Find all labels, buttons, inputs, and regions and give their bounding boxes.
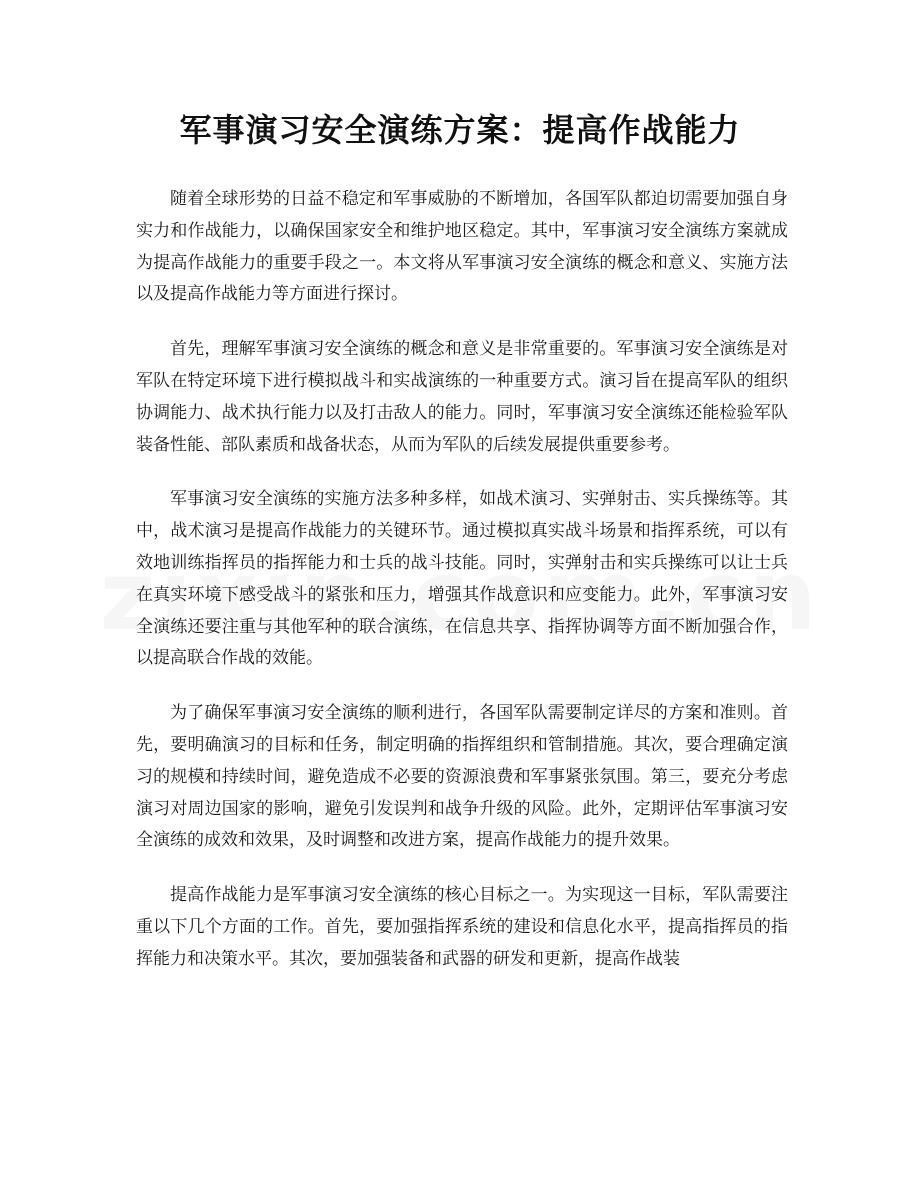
paragraph-concept: 首先，理解军事演习安全演练的概念和意义是非常重要的。军事演习安全演练是对军队在特定环境下进行模拟战斗和实战演练的一种重要方式。演习旨在提高军队的组织协调能力、战术执行能力以及打击敌人的能力。同时，军事演习安全演练还能检验军队装备性能、部队素质和战备状态，从而为军队的后续发展提供重要参考。 bbox=[136, 339, 788, 455]
paragraph-intro: 随着全球形势的日益不稳定和军事威胁的不断增加，各国军队都迫切需要加强自身实力和作战能力，以确保国家安全和维护地区稳定。其中，军事演习安全演练方案就成为提高作战能力的重要手段之一。本文将从军事演习安全演练的概念和意义、实施方法以及提高作战能力等方面进行探讨。 bbox=[136, 189, 788, 305]
paragraph-capability: 提高作战能力是军事演习安全演练的核心目标之一。为实现这一目标，军队需要注重以下几个方面的工作。首先，要加强指挥系统的建设和信息化水平，提高指挥员的指挥能力和决策水平。其次，要加强装备和武器的研发和更新，提高作战装 bbox=[136, 885, 788, 969]
document-body bbox=[136, 184, 788, 999]
paragraph-plan: 为了确保军事演习安全演练的顺利进行，各国军队需要制定详尽的方案和准则。首先，要明确演习的目标和任务，制定明确的指挥组织和管制措施。其次，要合理确定演习的规模和持续时间，避免造成不必要的资源浪费和军事紧张氛围。第三，要充分考虑演习对周边国家的影响，避免引发误判和战争升级的风险。此外，定期评估军事演习安全演练的成效和效果，及时调整和改进方案，提高作战能力的提升效果。 bbox=[136, 703, 788, 851]
document-title: 军事演习安全演练方案：提高作战能力 bbox=[179, 111, 741, 149]
paragraph-methods: 军事演习安全演练的实施方法多种多样，如战术演习、实弹射击、实兵操练等。其中，战术演习是提高作战能力的关键环节。通过模拟真实战斗场景和指挥系统，可以有效地训练指挥员的指挥能力和士兵的战斗技能。同时，实弹射击和实兵操练可以让士兵在真实环境下感受战斗的紧张和压力，增强其作战意识和应变能力。此外，军事演习安全演练还要注重与其他军种的联合演练，在信息共享、指挥协调等方面不断加强合作，以提高联合作战的效能。 bbox=[136, 489, 788, 669]
